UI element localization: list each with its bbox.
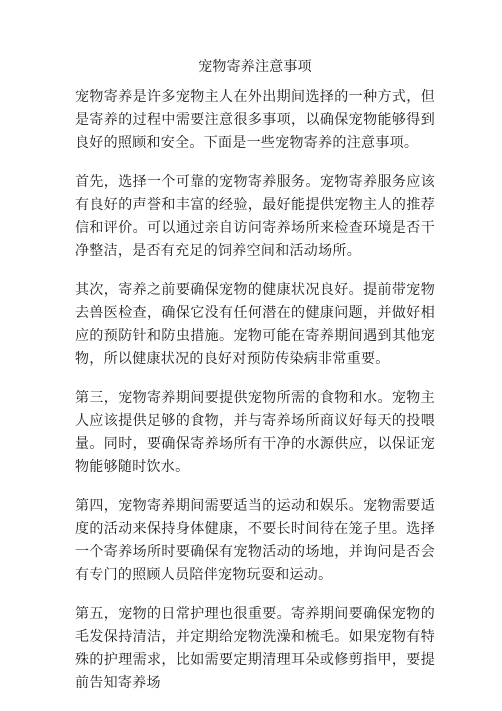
document-page (75, 58, 435, 711)
paragraph-second: 其次，寄养之前要确保宠物的健康状况良好。提前带宠物去兽医检查，确保它没有任何潜在的健康问题，并做好相应的预防针和防虫措施。宠物可能在寄养期间遇到其他宠物，所以健康状况的良好对预防传染病非常重要。 (75, 282, 435, 367)
paragraph-first: 首先，选择一个可靠的宠物寄养服务。宠物寄养服务应该有良好的声誉和丰富的经验，最好能提供宠物主人的推荐信和评价。可以通过亲自访问寄养场所来检查环境是否干净整洁，是否有充足的饲养空间和活动场所。 (75, 174, 435, 259)
paragraph-intro: 宠物寄养是许多宠物主人在外出期间选择的一种方式，但是寄养的过程中需要注意很多事项，以确保宠物能够得到良好的照顾和安全。下面是一些宠物寄养的注意事项。 (75, 89, 435, 151)
document-title: 宠物寄养注意事项 (198, 59, 312, 75)
paragraph-fourth: 第四，宠物寄养期间需要适当的运动和娱乐。宠物需要适度的活动来保持身体健康，不要长时间待在笼子里。选择一个寄养场所时要确保有宠物活动的场地，并询问是否会有专门的照顾人员陪伴宠物玩耍和运动。 (75, 498, 435, 583)
paragraph-fifth: 第五，宠物的日常护理也很重要。寄养期间要确保宠物的毛发保持清洁，并定期给宠物洗澡和梳毛。如果宠物有特殊的护理需求，比如需要定期清理耳朵或修剪指甲，要提前告知寄养场 (75, 606, 435, 691)
paragraph-third: 第三，宠物寄养期间要提供宠物所需的食物和水。宠物主人应该提供足够的食物，并与寄养场所商议好每天的投喂量。同时，要确保寄养场所有干净的水源供应，以保证宠物能够随时饮水。 (75, 390, 435, 475)
